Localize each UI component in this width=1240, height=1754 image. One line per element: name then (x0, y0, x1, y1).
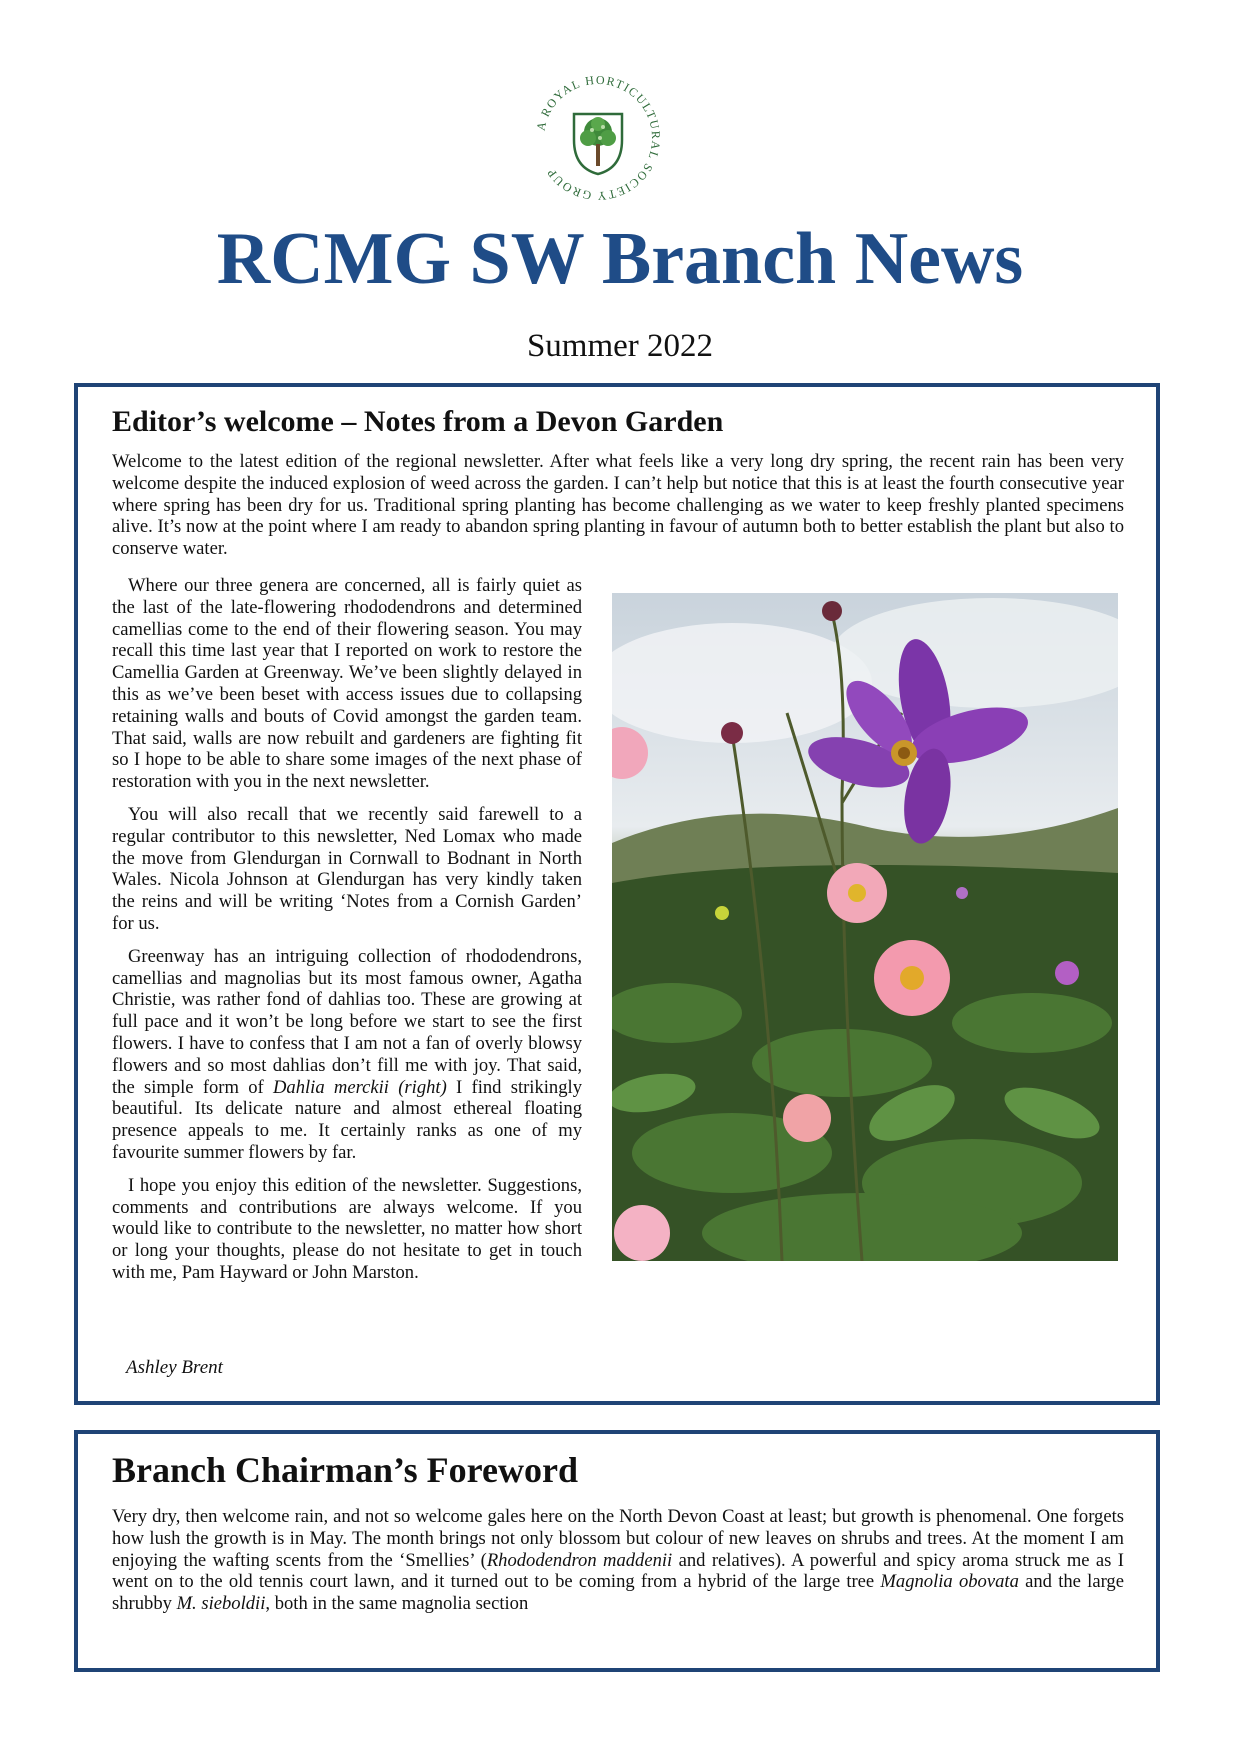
rhododendron-maddenii-species: Rhododendron maddenii (486, 1549, 673, 1571)
issue-date: Summer 2022 (526, 328, 714, 364)
editor-paragraph-1: Where our three genera are concerned, all is fairly quiet as the last of the late-flowering rhododendrons and determined camellias come to the end of their flowering season. You may recall this time last year that I reported on work to restore the Camellia Garden at Greenway. We’ve been slightly delayed in this as we’ve been beset with access issues due to collapsing retaining walls and bouts of Covid amongst the garden team. That said, walls are now rebuilt and gardeners are fighting fit so I hope to be able to share some images of the next phase of restoration with you in the next newsletter. (112, 575, 582, 793)
newsletter-title: RCMG SW Branch News (216, 218, 1024, 300)
editor-paragraph-4: I hope you enjoy this edition of the newsletter. Suggestions, comments and contributions are always welcome. If you would like to contribute to the newsletter, no matter how short or long your thoughts, please do not hesitate to get in touch with me, Pam Hayward or John Marston. (112, 1174, 582, 1283)
rhs-group-logo (530, 70, 666, 206)
logo-ring-text: A ROYAL HORTICULTURAL SOCIETY GROUP (533, 72, 664, 204)
tree-icon (574, 114, 622, 174)
editor-welcome-heading: Editor’s welcome – Notes from a Devon Garden (112, 405, 724, 438)
magnolia-obovata-species: Magnolia obovata (880, 1571, 1019, 1593)
dahlia-merckii-species: Dahlia merckii (right) (272, 1076, 447, 1098)
chairman-foreword-section (74, 1430, 1160, 1672)
magnolia-sieboldii-species: M. sieboldii (176, 1593, 266, 1615)
editor-welcome-section (74, 383, 1160, 1405)
chairman-paragraph: Very dry, then welcome rain, and not so welcome gales here on the North Devon Coast at least; but growth is phenomenal. One forgets how lush the growth is in May. The month brings not only blossom but colour of new leaves on shrubs and trees. At the moment I am enjoying the wafting scents from the ‘Smellies’ (Rhododendron maddenii and relatives). A powerful and spicy aroma struck me as I went on to the old tennis court lawn, and it turned out to be coming from a hybrid of the large tree Magnolia obovata and the large shrubby M. sieboldii, both in the same magnolia section (112, 1506, 1124, 1615)
editor-body (112, 575, 1124, 1295)
dahlia-merckii-photo (612, 593, 1118, 1261)
chairman-foreword-heading: Branch Chairman’s Foreword (112, 1450, 578, 1490)
editor-paragraph-2: You will also recall that we recently said farewell to a regular contributor to this newsletter, Ned Lomax who made the move from Glendurgan in Cornwall to Bodnant in North Wales. Nicola Johnson at Glendurgan has very kindly taken the reins and will be writing ‘Notes from a Cornish Garden’ for us. (112, 803, 582, 934)
editor-intro-paragraph: Welcome to the latest edition of the regional newsletter. After what feels like a very long dry spring, the recent rain has been very welcome despite the induced explosion of weed across the garden. I can’t help but notice that this is at least the fourth consecutive year where spring has been dry for us. Traditional spring planting has become challenging as we water to keep freshly planted specimens alive. It’s now at the point where I am ready to abandon spring planting in favour of autumn both to better establish the plant but also to conserve water. (112, 451, 1124, 560)
editor-paragraph-3: Greenway has an intriguing collection of rhododendrons, camellias and magnolias but its most famous owner, Agatha Christie, was rather fond of dahlias too. These are growing at full pace and it won’t be long before we start to see the first flowers. I have to confess that I am not a fan of overly blowsy flowers and so most dahlias don’t fill me with joy. That said, the simple form of Dahlia merckii (right) I find strikingly beautiful. Its delicate nature and almost ethereal floating presence appeals to me. It certainly ranks as one of my favourite summer flowers by far. (112, 945, 582, 1163)
editor-signature: Ashley Brent (126, 1357, 223, 1378)
